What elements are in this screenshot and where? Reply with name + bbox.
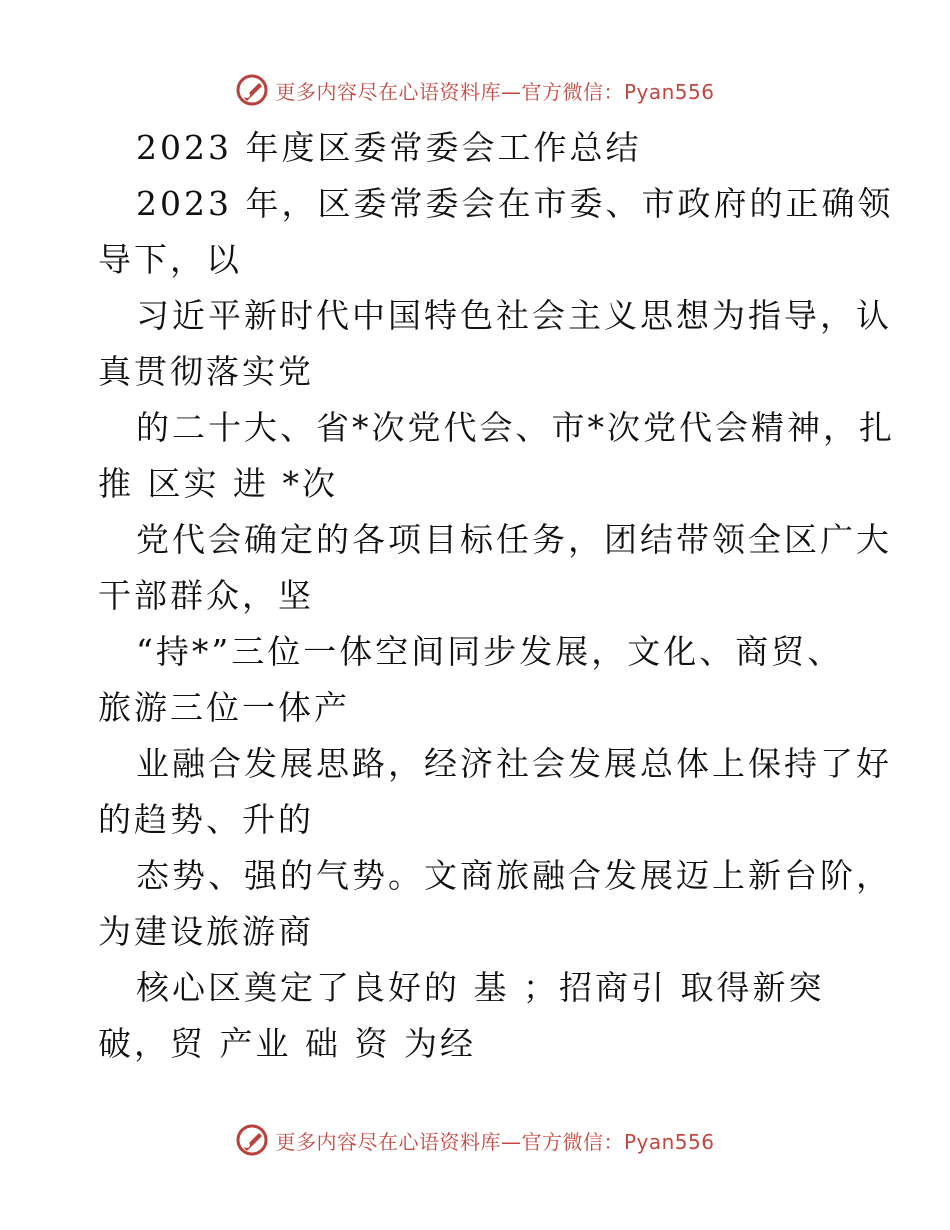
banner-text: 更多内容尽在心语资料库—官方微信：Pyan556 [275,79,715,104]
doc-line: “持*”三位一体空间同步发展，文化、商贸、 [136,632,844,671]
doc-line: 业融合发展思路，经济社会发展总体上保持了好 [136,744,892,783]
document-body [98,120,895,1072]
doc-line: 干部群众，坚 [98,576,314,615]
doc-line: 核心区奠定了良好的 基 ；招商引 取得新突 [136,968,825,1007]
header-banner [0,70,950,110]
doc-line: 党代会确定的各项目标任务，团结带领全区广大 [136,520,892,559]
doc-line: 真贯彻落实党 [98,352,314,391]
doc-line: 为建设旅游商 [98,912,314,951]
doc-line: 的二十大、省*次党代会、市*次党代会精神，扎 [136,408,895,447]
footer-banner [0,1120,950,1160]
doc-line: 习近平新时代中国特色社会主义思想为指导，认 [136,296,892,335]
doc-title: 2023 年度区委常委会工作总结 [136,128,642,167]
pen-seal-icon [235,1123,269,1157]
banner-text: 更多内容尽在心语资料库—官方微信：Pyan556 [275,1129,715,1154]
doc-line: 2023 年，区委常委会在市委、市政府的正确领 [136,184,894,223]
doc-line: 旅游三位一体产 [98,688,350,727]
doc-line: 的趋势、升的 [98,800,314,839]
doc-line: 破，贸 产业 础 资 为经 [98,1024,476,1063]
doc-line: 推 区实 进 *次 [98,464,338,503]
pen-seal-icon [235,73,269,107]
doc-line: 态势、强的气势。文商旅融合发展迈上新台阶， [136,856,892,895]
doc-line: 导下，以 [98,240,242,279]
